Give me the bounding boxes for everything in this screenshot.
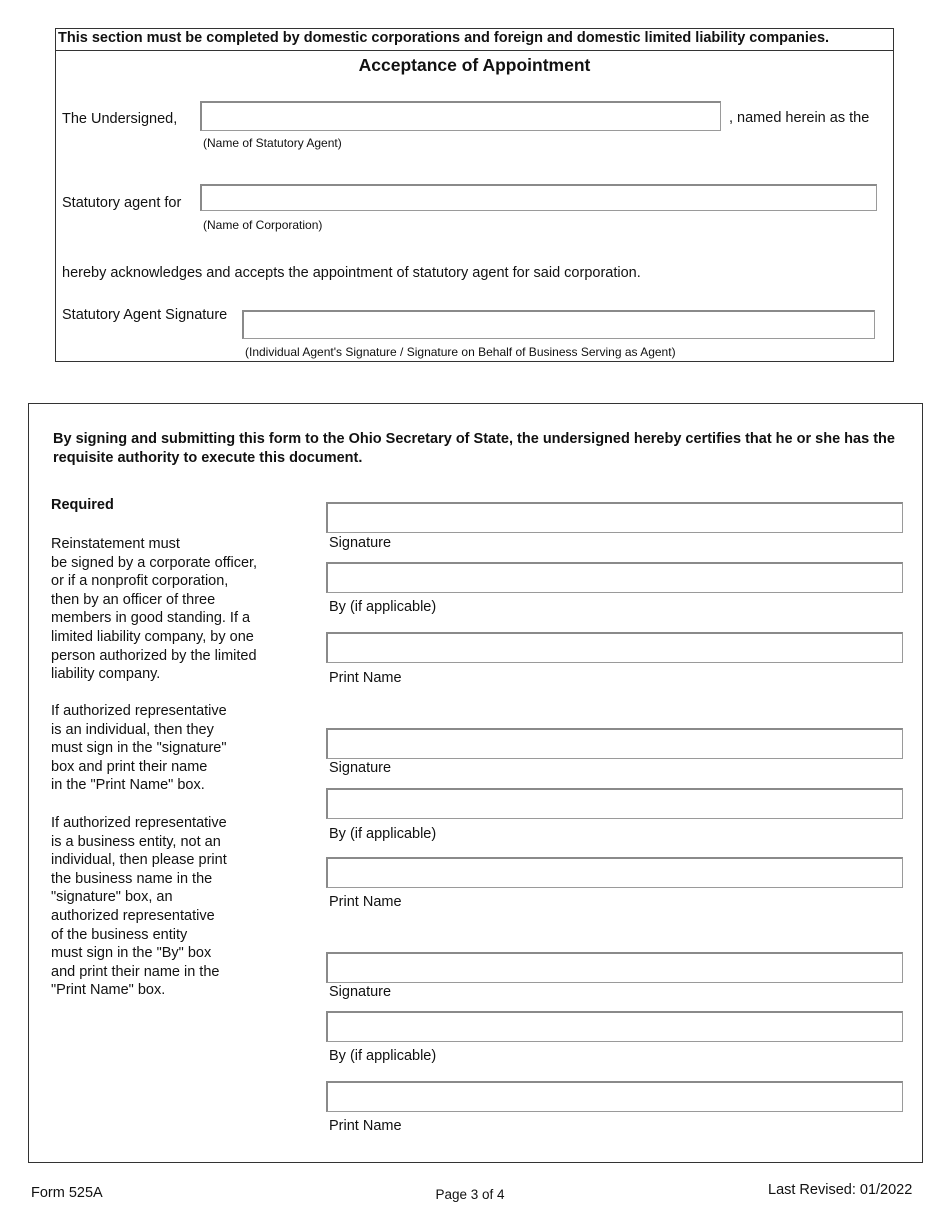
by-input[interactable] (326, 1011, 903, 1042)
print-name-input[interactable] (326, 1081, 903, 1112)
undersigned-label: The Undersigned, (62, 111, 178, 127)
instruction-paragraph: If authorized representative is a business entity, not an individual, then please print the business name in the "signature" box, an authorized representative of the business entity must sign in the "By" box and print their name in the "Print Name" box. (51, 815, 227, 999)
form-number: Form 525A (31, 1185, 103, 1201)
by-label: By (if applicable) (329, 1048, 437, 1064)
required-heading: Required (51, 497, 114, 513)
instruction-paragraph: Reinstatement must be signed by a corporate officer, or if a nonprofit corporation, then by an officer of three members in good standing. If a limited liability company, by one person authorized by the limited liability company. (51, 536, 258, 683)
agent-name-caption: (Name of Statutory Agent) (203, 136, 342, 150)
named-herein-text: , named herein as the (729, 110, 870, 126)
by-input[interactable] (326, 788, 903, 819)
agent-for-label: Statutory agent for (62, 195, 182, 211)
acceptance-title: Acceptance of Appointment (358, 55, 591, 75)
print-name-label: Print Name (329, 670, 402, 686)
print-name-input[interactable] (326, 632, 903, 663)
statutory-agent-name-input[interactable] (200, 101, 721, 131)
acceptance-notice: This section must be completed by domestic corporations and foreign and domestic limited liability companies. (55, 28, 894, 51)
print-name-label: Print Name (329, 894, 402, 910)
corporation-name-input[interactable] (200, 184, 877, 211)
by-label: By (if applicable) (329, 599, 437, 615)
print-name-input[interactable] (326, 857, 903, 888)
certification-statement: By signing and submitting this form to the Ohio Secretary of State, the undersigned hereby certifies that he or she has the requisite authority to execute this document. (53, 431, 895, 466)
agent-signature-input[interactable] (242, 310, 875, 339)
instruction-paragraph: If authorized representative is an individual, then they must sign in the "signature" box and print their name in the "Print Name" box. (51, 703, 227, 794)
signature-label: Signature (329, 760, 392, 776)
signature-label: Signature (329, 984, 392, 1000)
signature-input[interactable] (326, 728, 903, 759)
agent-signature-label: Statutory Agent Signature (62, 307, 228, 323)
signature-input[interactable] (326, 502, 903, 533)
acknowledgement-text: hereby acknowledges and accepts the appointment of statutory agent for said corporation. (62, 265, 641, 281)
page-number: Page 3 of 4 (435, 1187, 505, 1202)
signature-label: Signature (329, 535, 392, 551)
signature-input[interactable] (326, 952, 903, 983)
print-name-label: Print Name (329, 1118, 402, 1134)
last-revised: Last Revised: 01/2022 (768, 1182, 913, 1198)
agent-signature-caption: (Individual Agent's Signature / Signature on Behalf of Business Serving as Agent) (245, 345, 676, 359)
by-input[interactable] (326, 562, 903, 593)
corporation-caption: (Name of Corporation) (203, 218, 323, 232)
by-label: By (if applicable) (329, 826, 437, 842)
